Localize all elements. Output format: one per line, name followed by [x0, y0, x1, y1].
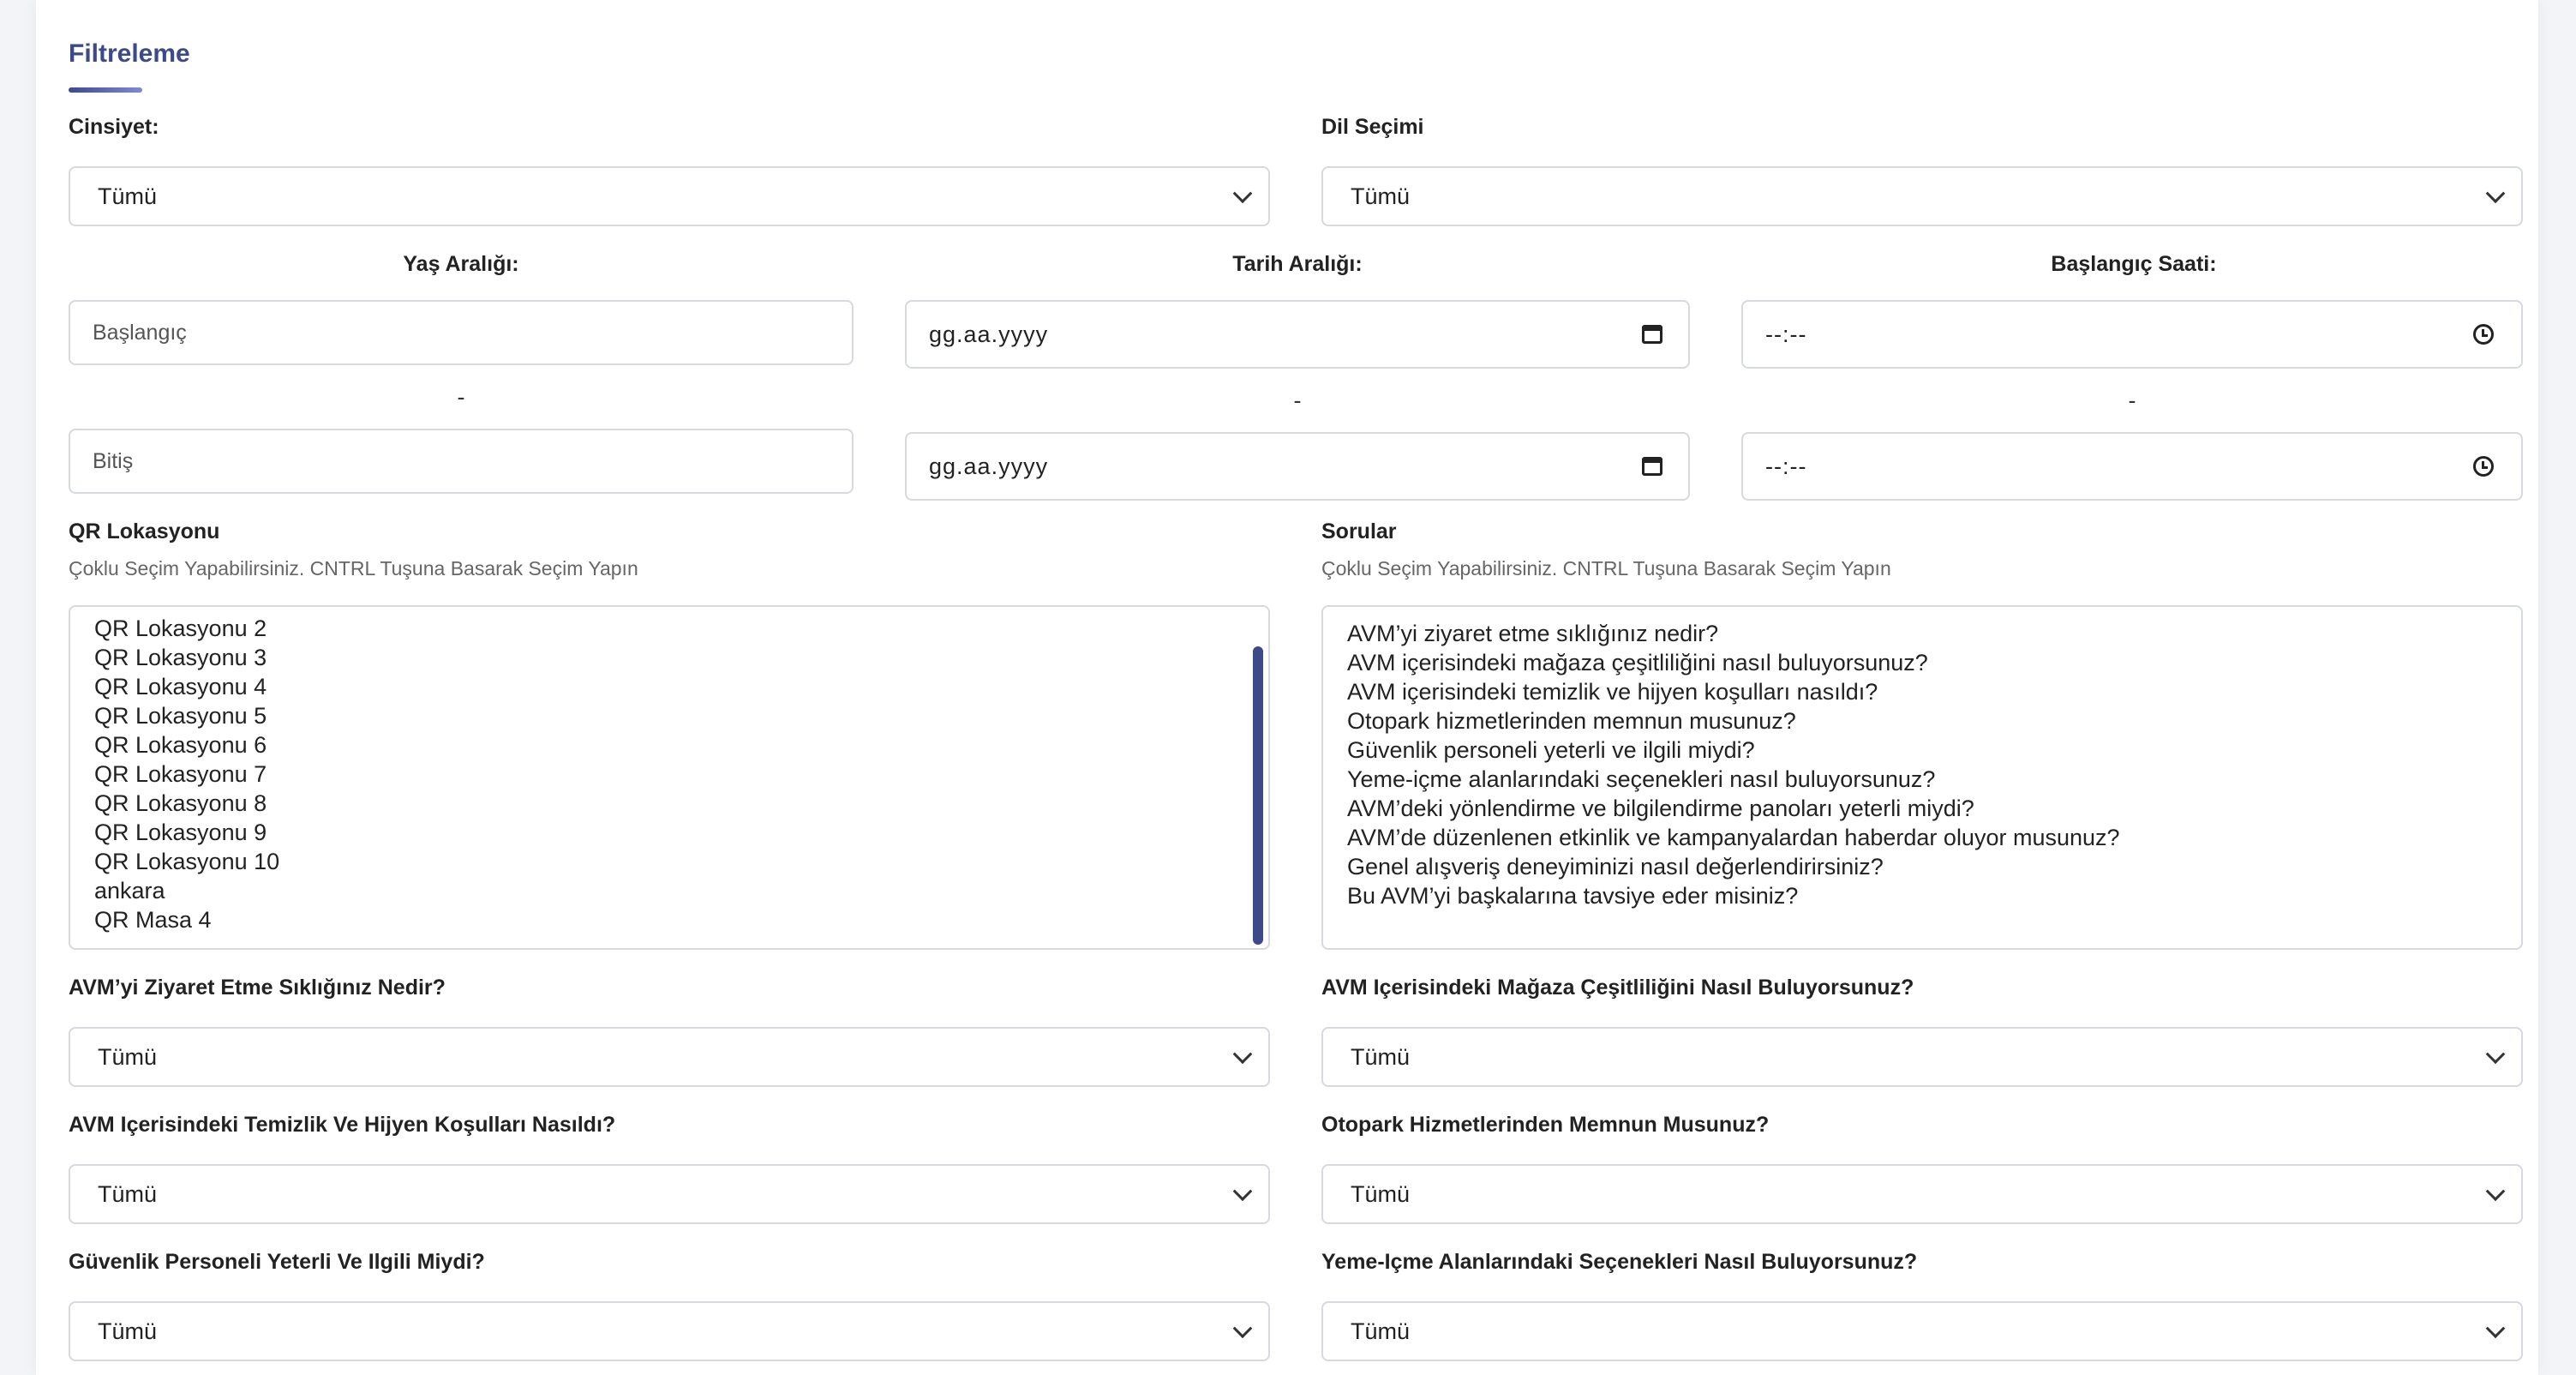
time-start-input[interactable]: [1741, 300, 2523, 369]
list-option[interactable]: AVM içerisindeki mağaza çeşitliliğini nasıl buluyorsunuz?: [1347, 650, 1928, 675]
list-option[interactable]: AVM içerisindeki temizlik ve hijyen koşulları nasıldı?: [1347, 679, 1878, 705]
q5-label: Güvenlik Personeli Yeterli Ve Ilgili Miydi?: [69, 1250, 485, 1274]
date-end-input[interactable]: [905, 432, 1690, 501]
list-option[interactable]: AVM’de düzenlenen etkinlik ve kampanyalardan haberdar oluyor musunuz?: [1347, 825, 2120, 850]
list-option[interactable]: QR Lokasyonu 7: [94, 761, 267, 787]
list-option[interactable]: QR Lokasyonu 9: [94, 820, 267, 845]
q3-label: AVM Içerisindeki Temizlik Ve Hijyen Koşulları Nasıldı?: [69, 1113, 616, 1137]
list-option[interactable]: QR Lokasyonu 5: [94, 703, 267, 729]
clock-icon[interactable]: [2473, 456, 2494, 477]
calendar-icon[interactable]: [1642, 325, 1662, 344]
list-option[interactable]: Genel alışveriş deneyiminizi nasıl değerlendirirsiniz?: [1347, 854, 1884, 880]
chevron-down-icon: [1233, 1044, 1253, 1064]
q1-select-value: Tümü: [98, 1043, 158, 1070]
chevron-down-icon: [2486, 1044, 2506, 1064]
q2-select-value: Tümü: [1351, 1043, 1411, 1070]
section-title: Filtreleme: [69, 39, 190, 68]
language-select-value: Tümü: [1351, 183, 1411, 209]
q5-select-value: Tümü: [98, 1318, 158, 1344]
list-option[interactable]: Yeme-içme alanlarındaki seçenekleri nasıl buluyorsunuz?: [1347, 766, 1936, 792]
chevron-down-icon: [2486, 1181, 2506, 1201]
qr-location-listbox[interactable]: [69, 605, 1270, 950]
list-option[interactable]: AVM’deki yönlendirme ve bilgilendirme panoları yeterli miydi?: [1347, 796, 1974, 821]
title-underline: [69, 87, 142, 93]
chevron-down-icon: [1233, 1181, 1253, 1201]
q4-select[interactable]: [1321, 1164, 2523, 1224]
q2-select[interactable]: [1321, 1027, 2523, 1087]
q5-select[interactable]: [69, 1301, 1270, 1361]
q4-label: Otopark Hizmetlerinden Memnun Musunuz?: [1321, 1113, 1770, 1137]
age-start-placeholder: Başlangıç: [93, 320, 187, 345]
chevron-down-icon: [1233, 183, 1253, 203]
time-end-value: --:--: [1765, 453, 1807, 479]
list-option[interactable]: Otopark hizmetlerinden memnun musunuz?: [1347, 708, 1796, 734]
q3-select[interactable]: [69, 1164, 1270, 1224]
age-range-separator: -: [457, 384, 465, 410]
list-option[interactable]: AVM’yi ziyaret etme sıklığınız nedir?: [1347, 621, 1719, 646]
gender-select[interactable]: [69, 166, 1270, 226]
chevron-down-icon: [1233, 1318, 1253, 1338]
time-range-separator: -: [2128, 387, 2136, 413]
q6-label: Yeme-Içme Alanlarındaki Seçenekleri Nasıl Buluyorsunuz?: [1321, 1250, 1918, 1274]
time-end-input[interactable]: [1741, 432, 2523, 501]
q6-select[interactable]: [1321, 1301, 2523, 1361]
date-end-value: gg.aa.yyyy: [929, 453, 1049, 479]
questions-label: Sorular: [1321, 519, 1397, 543]
q1-select[interactable]: [69, 1027, 1270, 1087]
date-start-value: gg.aa.yyyy: [929, 321, 1049, 347]
date-start-input[interactable]: [905, 300, 1690, 369]
list-option[interactable]: QR Lokasyonu 2: [94, 615, 267, 641]
q1-label: AVM’yi Ziyaret Etme Sıklığınız Nedir?: [69, 976, 446, 1000]
scrollbar-thumb[interactable]: [1253, 646, 1263, 945]
calendar-icon[interactable]: [1642, 457, 1662, 476]
chevron-down-icon: [2486, 1318, 2506, 1338]
list-option[interactable]: ankara: [94, 878, 165, 904]
questions-hint: Çoklu Seçim Yapabilirsiniz. CNTRL Tuşuna Basarak Seçim Yapın: [1321, 557, 1891, 579]
list-option[interactable]: QR Lokasyonu 10: [94, 849, 280, 874]
qr-location-label: QR Lokasyonu: [69, 519, 220, 543]
list-option[interactable]: QR Lokasyonu 3: [94, 645, 267, 670]
list-option[interactable]: QR Masa 4: [94, 907, 212, 933]
start-time-label: Başlangıç Saati:: [2051, 252, 2217, 276]
age-start-input[interactable]: [69, 300, 854, 365]
qr-location-hint: Çoklu Seçim Yapabilirsiniz. CNTRL Tuşuna Basarak Seçim Yapın: [69, 557, 638, 579]
q2-label: AVM Içerisindeki Mağaza Çeşitliliğini Nasıl Buluyorsunuz?: [1321, 976, 1914, 1000]
list-option[interactable]: QR Lokasyonu 4: [94, 674, 267, 700]
q6-select-value: Tümü: [1351, 1318, 1411, 1344]
questions-listbox[interactable]: [1321, 605, 2523, 950]
age-end-placeholder: Bitiş: [93, 448, 134, 473]
clock-icon[interactable]: [2473, 324, 2494, 345]
language-label: Dil Seçimi: [1321, 115, 1424, 139]
time-start-value: --:--: [1765, 321, 1807, 347]
list-option[interactable]: Bu AVM’yi başkalarına tavsiye eder misiniz?: [1347, 883, 1799, 909]
list-option[interactable]: Güvenlik personeli yeterli ve ilgili miydi?: [1347, 737, 1755, 763]
gender-label: Cinsiyet:: [69, 115, 159, 139]
q4-select-value: Tümü: [1351, 1180, 1411, 1207]
q3-select-value: Tümü: [98, 1180, 158, 1207]
date-range-separator: -: [1293, 387, 1302, 413]
age-range-label: Yaş Aralığı:: [403, 252, 519, 276]
list-option[interactable]: QR Lokasyonu 6: [94, 732, 267, 758]
language-select[interactable]: [1321, 166, 2523, 226]
list-option[interactable]: QR Lokasyonu 8: [94, 790, 267, 816]
gender-select-value: Tümü: [98, 183, 158, 209]
age-end-input[interactable]: [69, 429, 854, 494]
filter-card: [36, 0, 2538, 1375]
chevron-down-icon: [2486, 183, 2506, 203]
date-range-label: Tarih Aralığı:: [1232, 252, 1363, 276]
